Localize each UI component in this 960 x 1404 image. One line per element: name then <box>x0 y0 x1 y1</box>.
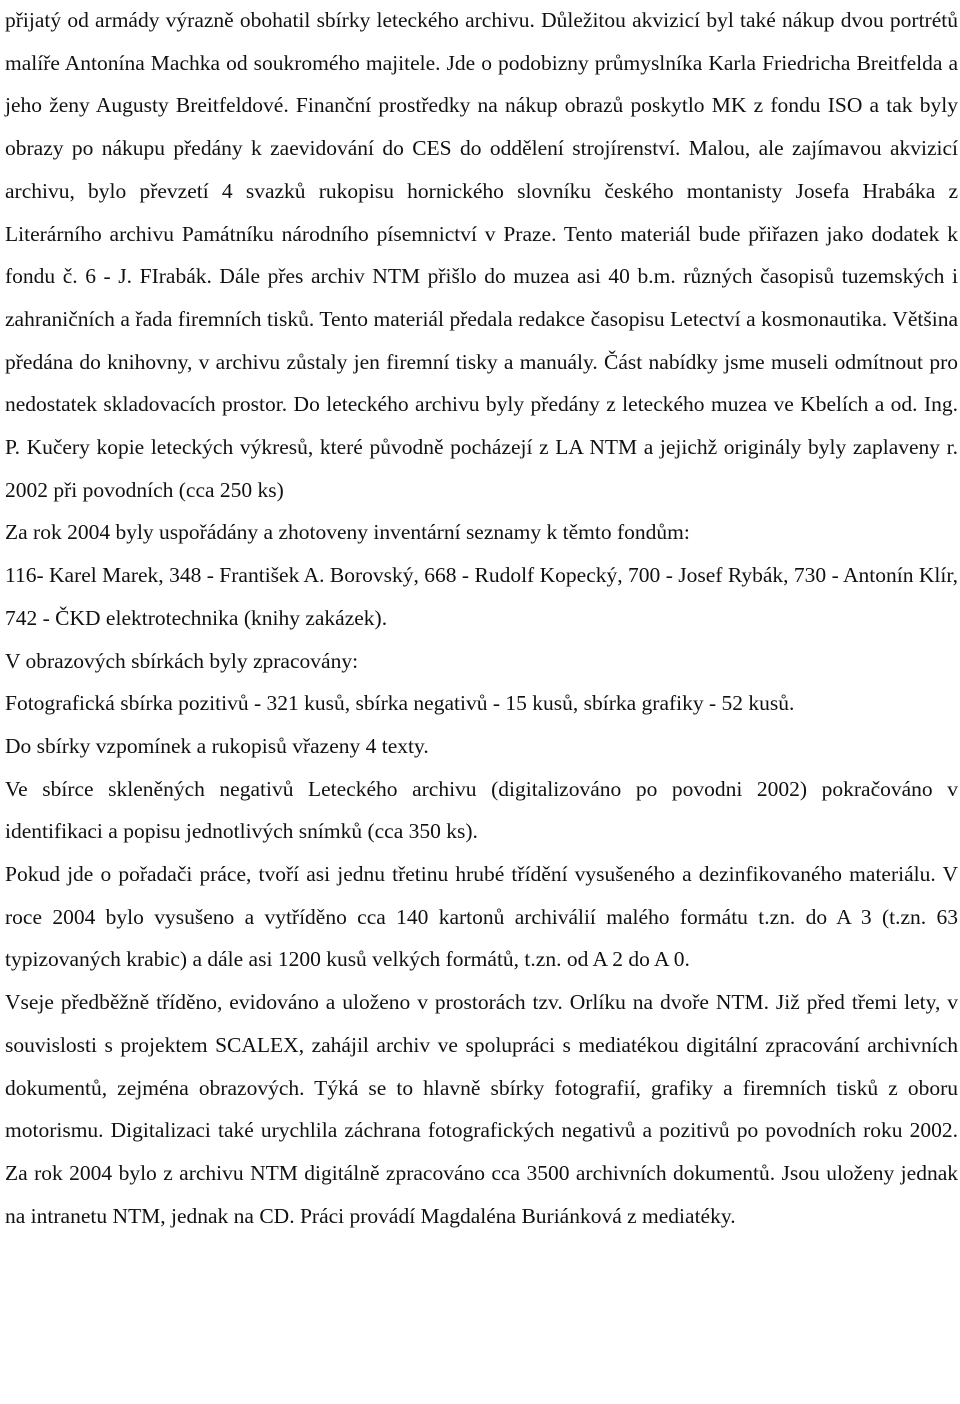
paragraph-sorting: Pokud jde o pořadači práce, tvoří asi jednu třetinu hrubé třídění vysušeného a dezinfikovaného materiálu. V roce 2004 bylo vysušeno a vytříděno cca 140 kartonů archiválií malého formátu t.zn. do A 3 (t.zn. 63 typizovaných krabic) a dále asi 1200 kusů velkých formátů, t.zn. od A 2 do A 0. <box>5 862 958 972</box>
paragraph-inventory-intro: Za rok 2004 byly uspořádány a zhotoveny inventární seznamy k těmto fondům: <box>5 520 690 545</box>
paragraph-memoirs: Do sbírky vzpomínek a rukopisů vřazeny 4 texty. <box>5 733 429 758</box>
document-page <box>5 0 958 1237</box>
paragraph-image-collections-intro: V obrazových sbírkách byly zpracovány: <box>5 648 359 673</box>
paragraph-inventory-list: 116- Karel Marek, 348 - František A. Borovský, 668 - Rudolf Kopecký, 700 - Josef Rybák, 730 - Antonín Klír, 742 - ČKD elektrotechnika (knihy zakázek). <box>5 563 958 630</box>
paragraph-acquisitions: přijatý od armády výrazně obohatil sbírky leteckého archivu. Důležitou akvizicí byl také nákup dvou portrétů malíře Antonína Machka od soukromého majitele. Jde o podobizny průmyslníka Karla Friedricha Breitfelda a jeho ženy Augusty Breitfeldové. Finanční prostředky na nákup obrazů poskytlo MK z fondu ISO a tak byly obrazy po nákupu předány k zaevidování do CES do oddělení strojírenství. Malou, ale zajímavou akvizicí archivu, bylo převzetí 4 svazků rukopisu hornického slovníku českého montanisty Josefa Hrabáka z Literárního archivu Památníku národního písemnictví v Praze. Tento materiál bude přiřazen jako dodatek k fondu č. 6 - J. FIrabák. Dále přes archiv NTM přišlo do muzea asi 40 b.m. různých časopisů tuzemských i zahraničních a řada firemních tisků. Tento materiál předala redakce časopisu Letectví a kosmonautika. Většina předána do knihovny, v archivu zůstaly jen firemní tisky a manuály. Část nabídky jsme museli odmítnout pro nedostatek skladovacích prostor. Do leteckého archivu byly předány z leteckého muzea ve Kbelích a od. Ing. P. Kučery kopie leteckých výkresů, které původně pocházejí z LA NTM a jejichž originály byly zaplaveny r. 2002 při povodních (cca 250 ks) <box>5 8 958 502</box>
paragraph-glass-negatives: Ve sbírce skleněných negativů Leteckého archivu (digitalizováno po povodni 2002) pokračováno v identifikaci a popisu jednotlivých snímků (cca 350 ks). <box>5 776 958 844</box>
paragraph-digitization: Vseje předběžně tříděno, evidováno a uloženo v prostorách tzv. Orlíku na dvoře NTM. Již před třemi lety, v souvislosti s projektem SCALEX, zahájil archiv ve spolupráci s mediatékou digitální zpracování archivních dokumentů, zejména obrazových. Týká se to hlavně sbírky fotografií, grafiky a firemních tisků z oboru motorismu. Digitalizaci také urychlila záchrana fotografických negativů a pozitivů po povodních roku 2002. Za rok 2004 bylo z archivu NTM digitálně zpracováno cca 3500 archivních dokumentů. Jsou uloženy jednak na intranetu NTM, jednak na CD. Práci provádí Magdaléna Buriánková z mediatéky. <box>5 990 958 1228</box>
paragraph-photo-collection: Fotografická sbírka pozitivů - 321 kusů, sbírka negativů - 15 kusů, sbírka grafiky - 52 kusů. <box>5 691 795 716</box>
